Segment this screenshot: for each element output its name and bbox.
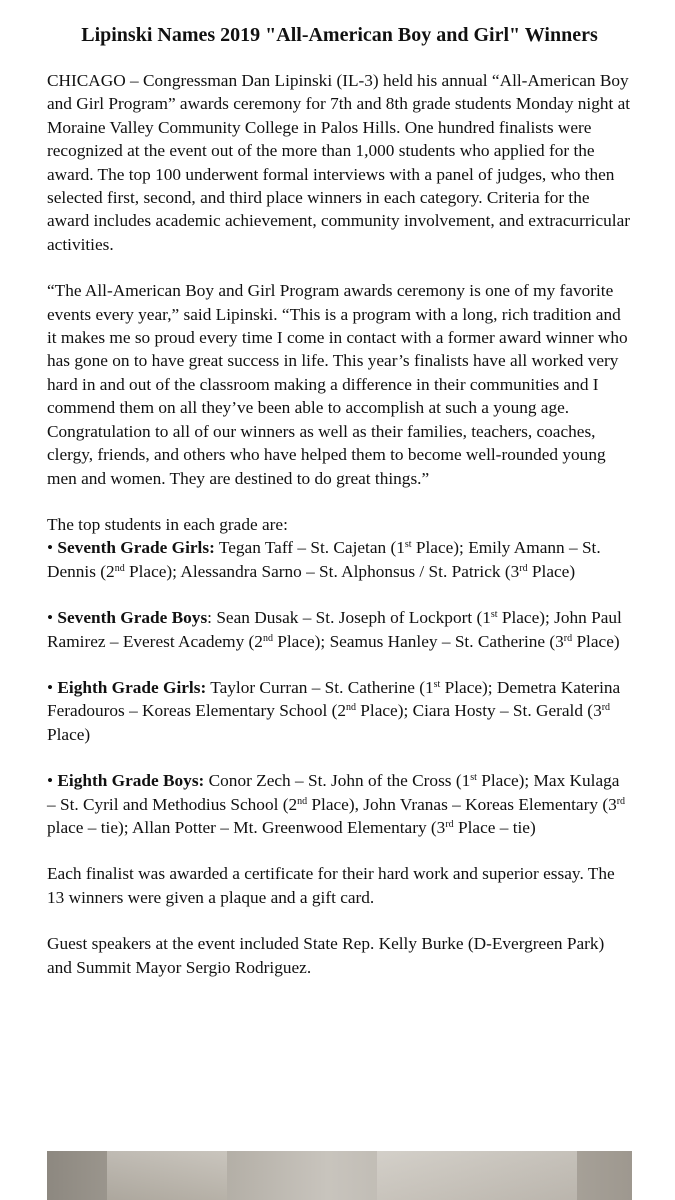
eighth-grade-girls-winners: • Eighth Grade Girls: Taylor Curran – St. Catherine (1st Place); Demetra Katerina Feradouros – Koreas Elementary School (2nd Place); Ciara Hosty – St. Gerald (3rd Place) — [47, 677, 621, 744]
category-label: Eighth Grade Boys: — [57, 771, 205, 791]
guest-speakers-paragraph: Guest speakers at the event included State Rep. Kelly Burke (D-Evergreen Park) and Summit Mayor Sergio Rodriguez. — [47, 934, 605, 977]
event-photo — [47, 1151, 632, 1200]
category-label: Eighth Grade Girls: — [57, 677, 207, 697]
intro-paragraph: CHICAGO – Congressman Dan Lipinski (IL-3) held his annual “All-American Boy and Girl Program” awards ceremony for 7th and 8th grade students Monday night at Moraine Valley Community College in Palos Hills. One hundred finalists were recognized at the event out of the more than 1,000 students who applied for the award. The top 100 underwent formal interviews with a panel of judges, who then selected first, second, and third place winners in each category. Criteria for the award includes academic achievement, community involvement, and extracurricular activities. — [47, 71, 631, 254]
bullet: • — [47, 608, 54, 628]
eighth-grade-boys-winners: • Eighth Grade Boys: Conor Zech – St. John of the Cross (1st Place); Max Kulaga – St. Cyril and Methodius School (2nd Place), John Vranas – Koreas Elementary (3rd place – tie); Allan Potter – Mt. Greenwood Elementary (3rd Place – tie) — [47, 771, 626, 837]
winners-intro: The top students in each grade are: — [47, 514, 288, 534]
bullet: • — [47, 538, 54, 558]
lipinski-quote-paragraph: “The All-American Boy and Girl Program awards ceremony is one of my favorite events every year,” said Lipinski. “This is a program with a long, rich tradition and it makes me so proud every time I come in contact with a former award winner who has gone on to have great success in life. This year’s finalists have all worked very hard in and out of the classroom making a difference in their communities and I commend them on all they’ve been able to accomplish at such a young age. Congratulation to all of our winners as well as their families, teachers, coaches, clergy, friends, and others who have helped them to become well-rounded young men and women. They are destined to do great things.” — [47, 281, 628, 488]
bullet: • — [47, 771, 54, 791]
category-label: Seventh Grade Boys — [57, 608, 208, 628]
bullet: • — [47, 677, 54, 697]
seventh-grade-boys-winners: • Seventh Grade Boys: Sean Dusak – St. Joseph of Lockport (1st Place); John Paul Ramirez – Everest Academy (2nd Place); Seamus Hanley – St. Catherine (3rd Place) — [47, 608, 622, 651]
press-release — [47, 22, 632, 979]
seventh-grade-girls-winners: • Seventh Grade Girls: Tegan Taff – St. Cajetan (1st Place); Emily Amann – St. Dennis (2nd Place); Alessandra Sarno – St. Alphonsus / St. Patrick (3rd Place) — [47, 538, 601, 581]
category-label: Seventh Grade Girls: — [57, 538, 215, 558]
certificate-paragraph: Each finalist was awarded a certificate for their hard work and superior essay. The 13 winners were given a plaque and a gift card. — [47, 864, 615, 907]
headline: Lipinski Names 2019 "All-American Boy and Girl" Winners — [81, 24, 598, 46]
